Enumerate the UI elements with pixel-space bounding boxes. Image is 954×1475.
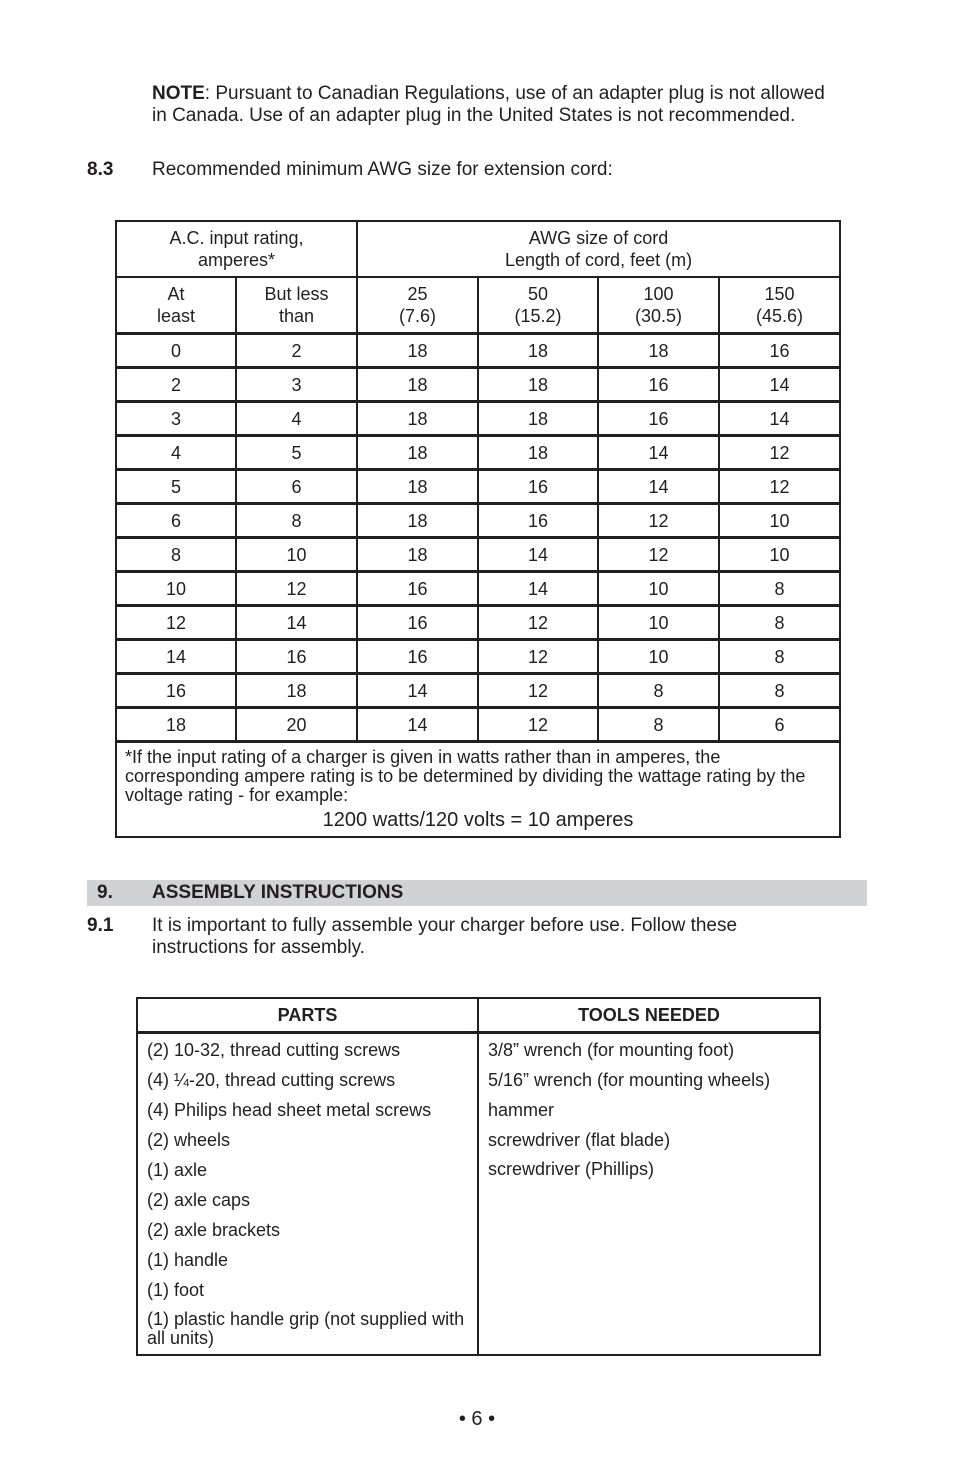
table-cell: 16 xyxy=(116,674,236,708)
awg-footnote-text: *If the input rating of a charger is given in watts rather than in amperes, the corresponding ampere rating is to be determined by dividing the wattage rating by the voltage rating - for example: xyxy=(125,747,806,805)
table-cell: 6 xyxy=(236,470,357,504)
table-cell: 18 xyxy=(478,402,598,436)
table-cell: 14 xyxy=(719,402,840,436)
table-cell: 8 xyxy=(719,606,840,640)
awg-footnote-row xyxy=(116,742,840,838)
table-cell: 6 xyxy=(116,504,236,538)
section-9-heading-bar xyxy=(87,880,867,906)
part-list-item: (4) ¼-20, thread cutting screws xyxy=(147,1070,396,1090)
tool-list-item: 5/16” wrench (for mounting wheels) xyxy=(488,1070,771,1090)
table-cell: 14 xyxy=(357,708,478,742)
table-cell: 20 xyxy=(236,708,357,742)
section-8-3-text: Recommended minimum AWG size for extension cord: xyxy=(152,159,613,180)
table-cell: 10 xyxy=(598,640,719,674)
table-row xyxy=(116,436,840,470)
part-list-item: (2) 10-32, thread cutting screws xyxy=(147,1040,401,1060)
table-cell: 14 xyxy=(116,640,236,674)
awg-subheader-text: than xyxy=(278,306,315,326)
table-cell: 12 xyxy=(478,674,598,708)
table-cell: 14 xyxy=(598,470,719,504)
table-cell: 14 xyxy=(719,368,840,402)
tool-list-item: hammer xyxy=(488,1100,555,1120)
table-cell: 16 xyxy=(719,334,840,368)
section-9-1-number: 9.1 xyxy=(87,915,114,936)
note-label: NOTE xyxy=(152,83,205,104)
parts-header-row xyxy=(137,998,820,1033)
section-9-1-text: It is important to fully assemble your charger before use. Follow these instructions for assembly. xyxy=(152,915,738,958)
table-cell: 18 xyxy=(357,402,478,436)
table-cell: 16 xyxy=(478,470,598,504)
table-cell: 12 xyxy=(719,470,840,504)
table-cell: 10 xyxy=(598,606,719,640)
table-cell: 8 xyxy=(719,674,840,708)
table-cell: 16 xyxy=(478,504,598,538)
table-cell: 5 xyxy=(116,470,236,504)
tool-list-item: 3/8” wrench (for mounting foot) xyxy=(488,1040,735,1060)
part-list-item: (1) handle xyxy=(147,1250,229,1270)
awg-footnote-example: 1200 watts/120 volts = 10 amperes xyxy=(322,809,634,831)
awg-header-row xyxy=(116,221,840,277)
awg-subheader-text: 25 xyxy=(407,284,428,304)
ac-input-header-line-1: A.C. input rating, xyxy=(169,228,304,248)
table-cell: 8 xyxy=(598,674,719,708)
table-cell: 10 xyxy=(236,538,357,572)
awg-extension-cord-table xyxy=(115,220,841,838)
table-cell: 10 xyxy=(719,538,840,572)
table-cell: 18 xyxy=(357,436,478,470)
note-paragraph xyxy=(152,83,832,127)
section-8-3-number: 8.3 xyxy=(87,159,114,180)
awg-header-line-1: AWG size of cord xyxy=(528,228,669,248)
awg-subheader-cell xyxy=(719,277,840,334)
table-cell: 16 xyxy=(236,640,357,674)
tool-list-item: screwdriver (Phillips) xyxy=(488,1159,655,1179)
part-list-item: (4) Philips head sheet metal screws xyxy=(147,1100,432,1120)
table-cell: 4 xyxy=(116,436,236,470)
parts-list xyxy=(137,1033,478,1356)
awg-subheader-row xyxy=(116,277,840,334)
table-row xyxy=(116,640,840,674)
table-cell: 4 xyxy=(236,402,357,436)
table-cell: 5 xyxy=(236,436,357,470)
table-row xyxy=(116,470,840,504)
awg-subheader-text: (7.6) xyxy=(399,306,437,326)
page-number: • 6 • xyxy=(458,1408,496,1430)
table-cell: 14 xyxy=(478,538,598,572)
tool-list-item: screwdriver (flat blade) xyxy=(488,1130,671,1150)
table-cell: 14 xyxy=(598,436,719,470)
ac-input-rating-header xyxy=(116,221,357,277)
table-cell: 10 xyxy=(116,572,236,606)
table-cell: 18 xyxy=(478,368,598,402)
table-cell: 16 xyxy=(598,402,719,436)
table-cell: 18 xyxy=(116,708,236,742)
table-cell: 16 xyxy=(598,368,719,402)
table-row xyxy=(116,504,840,538)
table-cell: 18 xyxy=(357,504,478,538)
table-cell: 3 xyxy=(116,402,236,436)
awg-subheader-text: 100 xyxy=(643,284,674,304)
table-cell: 12 xyxy=(236,572,357,606)
table-row xyxy=(116,708,840,742)
parts-header: PARTS xyxy=(137,998,478,1033)
note-text: : Pursuant to Canadian Regulations, use of an adapter plug is not allowed in Canada. Use of an adapter plug in the United States is not recommended. xyxy=(152,83,825,126)
table-cell: 12 xyxy=(116,606,236,640)
table-row xyxy=(116,334,840,368)
awg-subheader-text: least xyxy=(156,306,196,326)
table-cell: 14 xyxy=(357,674,478,708)
tools-needed-header: TOOLS NEEDED xyxy=(478,998,820,1033)
table-cell: 12 xyxy=(478,708,598,742)
section-9-number: 9. xyxy=(97,882,113,903)
part-list-item: (2) wheels xyxy=(147,1130,231,1150)
part-list-item: (2) axle brackets xyxy=(147,1220,281,1240)
table-cell: 8 xyxy=(719,640,840,674)
awg-subheader-text: (45.6) xyxy=(756,306,804,326)
table-cell: 16 xyxy=(357,572,478,606)
table-cell: 14 xyxy=(236,606,357,640)
table-row xyxy=(116,572,840,606)
table-cell: 18 xyxy=(357,334,478,368)
part-list-item: (1) plastic handle grip (not supplied with all units) xyxy=(147,1309,465,1348)
table-row xyxy=(116,402,840,436)
table-cell: 8 xyxy=(719,572,840,606)
table-cell: 10 xyxy=(598,572,719,606)
table-cell: 8 xyxy=(116,538,236,572)
awg-subheader-text: (15.2) xyxy=(514,306,562,326)
table-row xyxy=(116,674,840,708)
awg-subheader-cell xyxy=(598,277,719,334)
awg-subheader-text: At xyxy=(167,284,185,304)
table-cell: 12 xyxy=(478,640,598,674)
table-cell: 12 xyxy=(598,538,719,572)
parts-body-row xyxy=(137,1033,820,1356)
table-cell: 0 xyxy=(116,334,236,368)
table-row xyxy=(116,368,840,402)
table-cell: 18 xyxy=(236,674,357,708)
awg-subheader-text: 150 xyxy=(764,284,795,304)
table-cell: 2 xyxy=(116,368,236,402)
section-9-title: ASSEMBLY INSTRUCTIONS xyxy=(152,882,404,903)
table-cell: 12 xyxy=(478,606,598,640)
parts-tools-table xyxy=(136,997,821,1356)
table-cell: 18 xyxy=(357,470,478,504)
table-cell: 18 xyxy=(357,538,478,572)
table-row xyxy=(116,606,840,640)
table-cell: 3 xyxy=(236,368,357,402)
awg-size-header xyxy=(357,221,840,277)
table-row xyxy=(116,538,840,572)
awg-subheader-cell xyxy=(478,277,598,334)
table-cell: 18 xyxy=(598,334,719,368)
awg-subheader-cell xyxy=(357,277,478,334)
table-cell: 10 xyxy=(719,504,840,538)
table-cell: 16 xyxy=(357,640,478,674)
table-cell: 18 xyxy=(478,334,598,368)
table-cell: 6 xyxy=(719,708,840,742)
table-cell: 16 xyxy=(357,606,478,640)
table-cell: 8 xyxy=(236,504,357,538)
awg-subheader-text: But less xyxy=(264,284,329,304)
awg-subheader-cell xyxy=(116,277,236,334)
table-cell: 2 xyxy=(236,334,357,368)
awg-subheader-text: (30.5) xyxy=(635,306,683,326)
table-cell: 8 xyxy=(598,708,719,742)
awg-subheader-text: 50 xyxy=(528,284,549,304)
awg-header-line-2: Length of cord, feet (m) xyxy=(504,250,693,270)
part-list-item: (1) foot xyxy=(147,1280,205,1300)
part-list-item: (1) axle xyxy=(147,1160,208,1180)
table-cell: 12 xyxy=(719,436,840,470)
table-cell: 14 xyxy=(478,572,598,606)
awg-footnote-cell xyxy=(116,742,840,838)
part-list-item: (2) axle caps xyxy=(147,1190,251,1210)
table-cell: 18 xyxy=(357,368,478,402)
tools-list xyxy=(478,1033,820,1356)
ac-input-header-line-2: amperes* xyxy=(197,250,276,270)
table-cell: 12 xyxy=(598,504,719,538)
table-cell: 18 xyxy=(478,436,598,470)
awg-subheader-cell xyxy=(236,277,357,334)
